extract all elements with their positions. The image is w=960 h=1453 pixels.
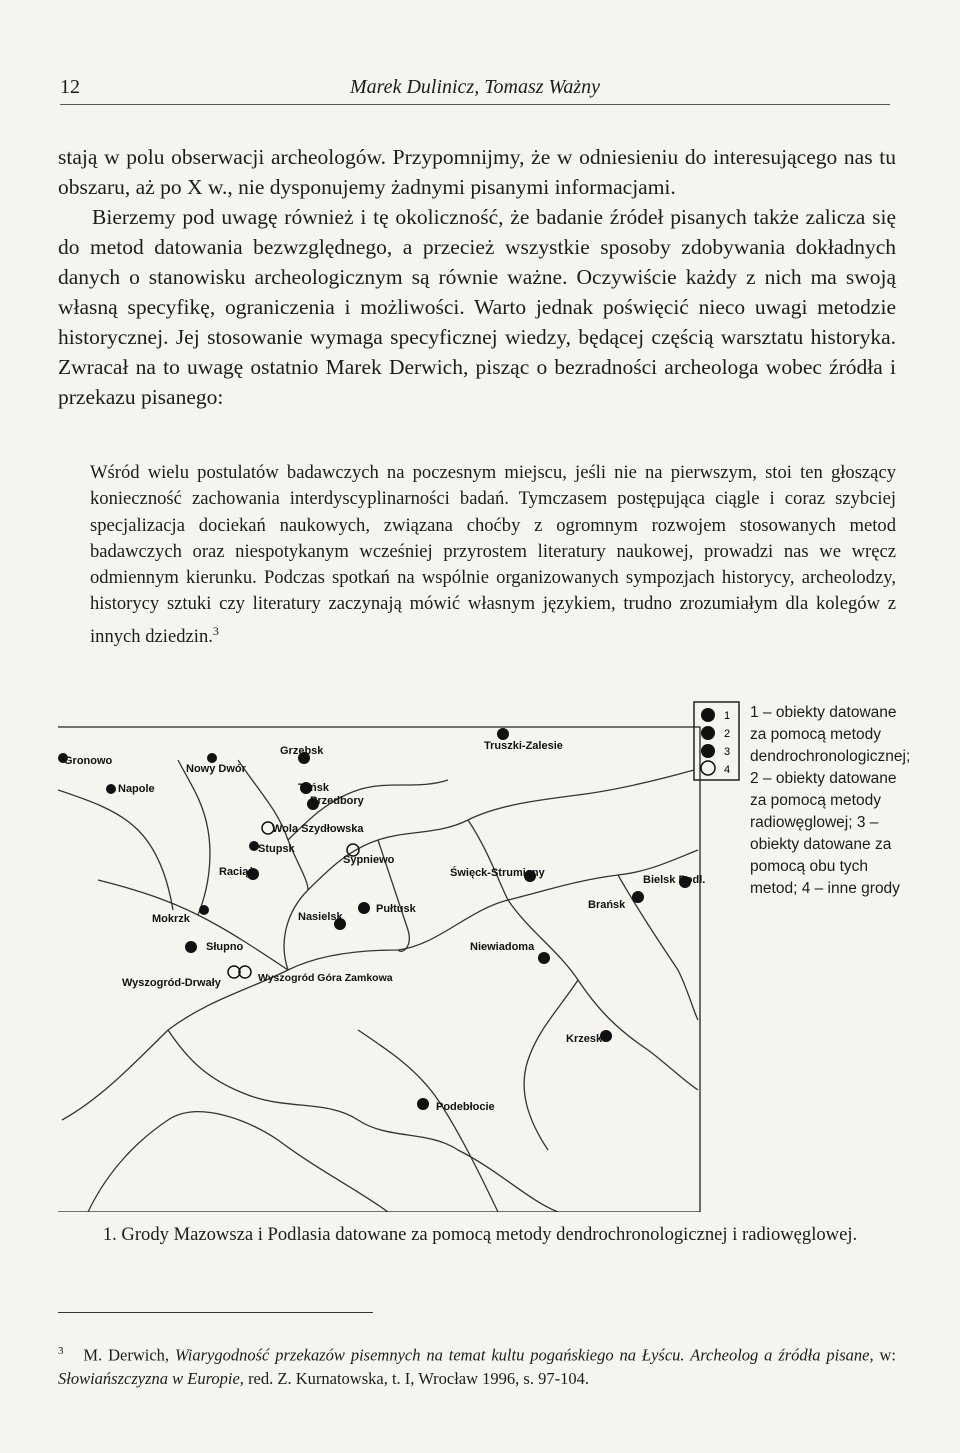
svg-text:Pułtusk: Pułtusk: [376, 903, 416, 915]
svg-text:Niewiadoma: Niewiadoma: [470, 941, 535, 953]
svg-text:Sypniewo: Sypniewo: [343, 854, 395, 866]
footnote-tail: red. Z. Kurnatowska, t. I, Wrocław 1996, s. 97-104.: [248, 1368, 589, 1388]
site-niewiadoma: [470, 941, 550, 964]
svg-text:Święck-Strumiany: Święck-Strumiany: [450, 867, 545, 879]
svg-text:Podebłocie: Podebłocie: [436, 1101, 495, 1113]
site-pultusk: [358, 902, 417, 915]
svg-text:Nowy Dwór: Nowy Dwór: [186, 763, 246, 775]
site-raciaz: [219, 866, 259, 880]
footnote-rule: [58, 1312, 373, 1313]
site-sypniewo: [343, 844, 395, 866]
svg-text:Przedbory: Przedbory: [310, 795, 364, 807]
footnote-book: Słowiańszczyzna w Europie,: [58, 1368, 244, 1388]
block-quote: [90, 460, 896, 650]
svg-text:Krzesk: Krzesk: [566, 1033, 603, 1045]
site-nowy-dwor: [186, 753, 247, 775]
footnote-lead: M. Derwich,: [83, 1345, 170, 1365]
svg-text:Grzebsk: Grzebsk: [280, 745, 324, 757]
footnote-number: 3: [58, 1345, 64, 1357]
svg-text:Mokrzk: Mokrzk: [152, 913, 190, 925]
site-wola-szydlowska: [262, 822, 364, 835]
svg-text:Wola Szydłowska: Wola Szydłowska: [272, 823, 364, 835]
paragraph-1: stają w polu obserwacji archeologów. Przypomnijmy, że w odniesieniu do interesującego nas tu obszaru, aż po X w., nie dysponujemy żadnymi pisanymi informacjami.: [58, 145, 896, 199]
svg-text:Brańsk: Brańsk: [588, 899, 626, 911]
site-bransk: [588, 891, 644, 911]
running-head-authors: Marek Dulinicz, Tomasz Ważny: [349, 76, 600, 98]
svg-text:Słupno: Słupno: [206, 941, 244, 953]
site-gronowo: [58, 753, 113, 767]
svg-text:Raciąż: Raciąż: [219, 866, 254, 878]
quote-text: Wśród wielu postulatów badawczych na poczesnym miejscu, jeśli nie na pierwszym, stoi ten głoszący konieczność zachowania interdyscyplinarności badań. Tymczasem postępująca ciągle i coraz szybciej specjalizacja dociekań naukowych, związana choćby z ogromnym rozwojem stosowanych metod badawczych oraz niespotykanym wcześniej przyrostem literatury naukowej, prowadzi nas we wręcz odmiennym kierunku. Podczas spotkań na wspólnie organizowanych sympozjach historycy, archeolodzy, historycy sztuki czy literatury zaczynają mówić własnym językiem, trudno zrozumiałym dla kolegów z innych dziedzin.: [90, 462, 896, 647]
svg-text:3: 3: [724, 746, 731, 758]
svg-text:Wyszogród Góra Zamkowa: Wyszogród Góra Zamkowa: [258, 972, 393, 984]
site-truszki-zalesie: [484, 728, 563, 752]
site-tansk: [298, 782, 330, 794]
svg-text:Bielsk Podl.: Bielsk Podl.: [643, 874, 706, 886]
svg-text:Gronowo: Gronowo: [64, 755, 113, 767]
svg-text:4: 4: [724, 764, 731, 776]
body-text: [58, 142, 896, 412]
svg-text:Napole: Napole: [118, 783, 155, 795]
running-header: [60, 74, 890, 105]
site-krzesk: [566, 1030, 612, 1045]
site-swieck-strumiany: [450, 866, 546, 882]
figure-caption: 1. Grody Mazowsza i Podlasia datowane za pomocą metody dendrochronologicznej i radiowęglowej.: [102, 1224, 858, 1245]
svg-text:Stupsk: Stupsk: [258, 843, 295, 855]
site-slupno: [185, 941, 244, 953]
legend-symbols: [701, 708, 730, 776]
svg-text:Nasielsk: Nasielsk: [298, 911, 343, 923]
site-nasielsk: [298, 911, 346, 930]
site-grzebsk: [280, 745, 324, 764]
svg-text:1: 1: [724, 710, 731, 722]
page-number: 12: [60, 76, 80, 98]
site-napole: [106, 783, 155, 795]
site-podeblocie: [417, 1098, 495, 1113]
svg-text:2: 2: [724, 728, 731, 740]
footnote-mid: w:: [879, 1345, 897, 1365]
svg-text:Truszki-Zalesie: Truszki-Zalesie: [484, 740, 563, 752]
site-przedbory: [307, 795, 365, 810]
site-bielsk-podl: [643, 874, 705, 888]
site-wyszogrod-gora-zamkowa: [239, 966, 393, 984]
footnote-title: Wiarygodność przekazów pisemnych na temat kultu pogańskiego na Łyścu. Archeolog a źródła pisane,: [174, 1345, 874, 1365]
svg-text:Wyszogród-Drwały: Wyszogród-Drwały: [122, 977, 221, 989]
site-mokrzk: [152, 905, 209, 925]
footnote: [58, 1340, 896, 1390]
map-frame: [58, 702, 739, 1212]
paragraph-2: Bierzemy pod uwagę również i tę okoliczność, że badanie źródeł pisanych także zalicza się do metod datowania bezwzględnego, a przecież wszystkie sposoby zdobywania dokładnych danych o stanowisku archeologicznym są równie ważne. Oczywiście każdy z nich ma swoją własną specyfikę, ograniczenia i możliwości. Warto jednak poświęcić nieco uwagi metodzie historycznej. Jej stosowanie wymaga specyficznej wiedzy, będącej częścią warsztatu historyka. Zwracał na to uwagę ostatnio Marek Derwich, pisząc o bezradności archeologa wobec źródła i przekazu pisanego:: [58, 205, 896, 409]
site-stupsk: [249, 841, 296, 855]
svg-text:Tańsk: Tańsk: [298, 782, 329, 794]
map-figure: [58, 700, 743, 1212]
footnote-reference: 3: [212, 623, 219, 638]
legend-text: 1 – obiekty datowane za pomocą metody dendrochronologicznej; 2 – obiekty datowane za pomocą metody radiowęglowej; 3 – obiekty datowane za pomocą obu tych metod; 4 – inne grody: [750, 704, 911, 897]
site-wyszogrod-drwaly: [122, 966, 240, 989]
